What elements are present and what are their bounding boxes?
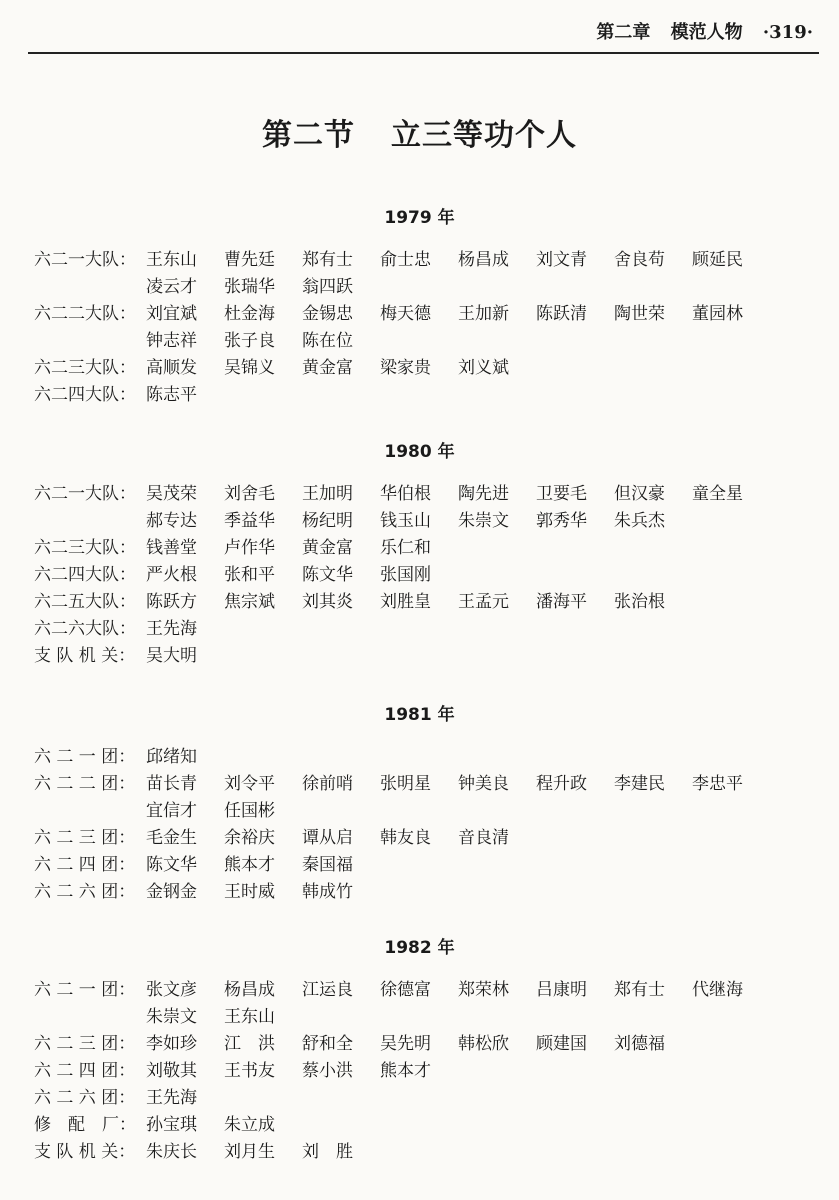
unit-label: 六二一大队： [34, 250, 136, 270]
awardee-name: 钱玉山 [380, 511, 431, 531]
awardee-name: 顾延民 [692, 250, 743, 270]
awardee-name: 吴先明 [380, 1034, 431, 1054]
name-list [146, 382, 786, 409]
awardee-name: 韩松欣 [458, 1034, 509, 1054]
name-list [146, 744, 786, 771]
awardee-name: 刘德福 [614, 1034, 665, 1054]
awardee-name: 江 洪 [224, 1034, 275, 1054]
awardee-name: 杨纪明 [302, 511, 353, 531]
unit-label: 六二二大队： [34, 304, 136, 324]
unit-row [0, 879, 839, 906]
name-list [146, 1085, 786, 1112]
award-list [0, 247, 839, 409]
awardee-name: 蔡小洪 [302, 1061, 353, 1081]
page-number: ·319· [762, 22, 813, 43]
year-block-1980 [0, 437, 839, 670]
unit-label: 六 二 四 团： [34, 1061, 136, 1081]
awardee-name: 华伯根 [380, 484, 431, 504]
unit-row [0, 247, 839, 301]
awardee-name: 朱庆长 [146, 1142, 197, 1162]
section-number: 第二节 [262, 118, 355, 153]
awardee-name: 焦宗斌 [224, 592, 275, 612]
year-heading: 1982 年 [384, 938, 455, 958]
unit-label: 六 二 一 团： [34, 747, 136, 767]
awardee-name: 熊本才 [224, 855, 275, 875]
awardee-name: 但汉豪 [614, 484, 665, 504]
awardee-name: 秦国福 [302, 855, 353, 875]
awardee-name: 谭从启 [302, 828, 353, 848]
unit-label: 六二四大队： [34, 385, 136, 405]
name-list [146, 535, 786, 562]
unit-label: 六 二 一 团： [34, 980, 136, 1000]
awardee-name: 乐仁和 [380, 538, 431, 558]
awardee-name: 王时威 [224, 882, 275, 902]
awardee-name: 王书友 [224, 1061, 275, 1081]
awardee-name: 郭秀华 [536, 511, 587, 531]
unit-row [0, 355, 839, 382]
awardee-name: 高顺发 [146, 358, 197, 378]
name-list [146, 852, 786, 879]
awardee-name: 韩友良 [380, 828, 431, 848]
awardee-name: 钟美良 [458, 774, 509, 794]
unit-row [0, 1031, 839, 1058]
name-list [146, 879, 786, 906]
unit-row [0, 771, 839, 825]
awardee-name: 董园林 [692, 304, 743, 324]
unit-row [0, 382, 839, 409]
awardee-name: 舍良苟 [614, 250, 665, 270]
awardee-name: 徐德富 [380, 980, 431, 1000]
awardee-name: 陶先进 [458, 484, 509, 504]
awardee-name: 陈文华 [146, 855, 197, 875]
awardee-name: 张和平 [224, 565, 275, 585]
awardee-name: 俞士忠 [380, 250, 431, 270]
awardee-name: 张子良 [224, 331, 275, 351]
unit-row [0, 977, 839, 1031]
year-heading: 1979 年 [384, 208, 455, 228]
award-list [0, 977, 839, 1166]
unit-label: 支 队 机 关： [34, 646, 136, 666]
awardee-name: 吴锦义 [224, 358, 275, 378]
awardee-name: 张治根 [614, 592, 665, 612]
awardee-name: 陈跃方 [146, 592, 197, 612]
running-head-text [582, 18, 813, 44]
awardee-name: 钱善堂 [146, 538, 197, 558]
awardee-name: 李如珍 [146, 1034, 197, 1054]
section-title [0, 110, 839, 154]
name-list [146, 301, 786, 355]
awardee-name: 陶世荣 [614, 304, 665, 324]
unit-label: 六二四大队： [34, 565, 136, 585]
awardee-name: 朱崇文 [146, 1007, 197, 1027]
awardee-name: 季益华 [224, 511, 275, 531]
awardee-name: 韩成竹 [302, 882, 353, 902]
awardee-name: 翁四跃 [302, 277, 353, 297]
name-list [146, 247, 786, 301]
unit-row [0, 301, 839, 355]
unit-row [0, 744, 839, 771]
awardee-name: 刘舍毛 [224, 484, 275, 504]
chapter-title: 模范人物 [670, 22, 743, 43]
awardee-name: 宜信才 [146, 801, 197, 821]
unit-label: 六二一大队： [34, 484, 136, 504]
awardee-name: 刘敬其 [146, 1061, 197, 1081]
awardee-name: 江运良 [302, 980, 353, 1000]
awardee-name: 陈在位 [302, 331, 353, 351]
unit-row [0, 825, 839, 852]
awardee-name: 陈文华 [302, 565, 353, 585]
awardee-name: 郑有士 [302, 250, 353, 270]
name-list [146, 643, 786, 670]
name-list [146, 616, 786, 643]
awardee-name: 任国彬 [224, 801, 275, 821]
unit-row [0, 1085, 839, 1112]
chapter-number: 第二章 [596, 22, 651, 43]
awardee-name: 王东山 [146, 250, 197, 270]
awardee-name: 金钢金 [146, 882, 197, 902]
awardee-name: 凌云才 [146, 277, 197, 297]
unit-label: 六 二 六 团： [34, 1088, 136, 1108]
awardee-name: 张瑞华 [224, 277, 275, 297]
section-heading: 立三等功个人 [391, 118, 577, 153]
name-list [146, 977, 786, 1031]
awardee-name: 刘宜斌 [146, 304, 197, 324]
awardee-name: 刘令平 [224, 774, 275, 794]
awardee-name: 梅天德 [380, 304, 431, 324]
unit-label: 六 二 六 团： [34, 882, 136, 902]
awardee-name: 梁家贵 [380, 358, 431, 378]
awardee-name: 郑荣林 [458, 980, 509, 1000]
unit-label: 六 二 四 团： [34, 855, 136, 875]
awardee-name: 卫要毛 [536, 484, 587, 504]
unit-label: 六 二 三 团： [34, 1034, 136, 1054]
awardee-name: 陈志平 [146, 385, 197, 405]
awardee-name: 吴茂荣 [146, 484, 197, 504]
award-list [0, 481, 839, 670]
name-list [146, 1031, 786, 1058]
awardee-name: 毛金生 [146, 828, 197, 848]
name-list [146, 589, 786, 616]
awardee-name: 刘义斌 [458, 358, 509, 378]
awardee-name: 王先海 [146, 619, 197, 639]
name-list [146, 1058, 786, 1085]
awardee-name: 顾建国 [536, 1034, 587, 1054]
unit-label: 六二三大队： [34, 358, 136, 378]
awardee-name: 刘胜皇 [380, 592, 431, 612]
awardee-name: 邱绪知 [146, 747, 197, 767]
unit-row [0, 589, 839, 616]
unit-label: 六二六大队： [34, 619, 136, 639]
awardee-name: 金锡忠 [302, 304, 353, 324]
awardee-name: 钟志祥 [146, 331, 197, 351]
header-rule [28, 52, 819, 54]
awardee-name: 杨昌成 [224, 980, 275, 1000]
awardee-name: 熊本才 [380, 1061, 431, 1081]
year-heading: 1980 年 [384, 442, 455, 462]
year-block-1981 [0, 700, 839, 906]
awardee-name: 张文彦 [146, 980, 197, 1000]
awardee-name: 李建民 [614, 774, 665, 794]
unit-label: 六二三大队： [34, 538, 136, 558]
name-list [146, 355, 786, 382]
awardee-name: 朱崇文 [458, 511, 509, 531]
awardee-name: 黄金富 [302, 538, 353, 558]
awardee-name: 孙宝琪 [146, 1115, 197, 1135]
awardee-name: 刘 胜 [302, 1142, 353, 1162]
name-list [146, 1112, 786, 1139]
awardee-name: 刘月生 [224, 1142, 275, 1162]
awardee-name: 王先海 [146, 1088, 197, 1108]
unit-row [0, 852, 839, 879]
awardee-name: 陈跃清 [536, 304, 587, 324]
unit-row [0, 1139, 839, 1166]
awardee-name: 郝专达 [146, 511, 197, 531]
unit-label: 六二五大队： [34, 592, 136, 612]
unit-row [0, 616, 839, 643]
unit-row [0, 643, 839, 670]
awardee-name: 王东山 [224, 1007, 275, 1027]
awardee-name: 杜金海 [224, 304, 275, 324]
unit-row [0, 535, 839, 562]
awardee-name: 黄金富 [302, 358, 353, 378]
unit-row [0, 562, 839, 589]
unit-label: 六 二 三 团： [34, 828, 136, 848]
awardee-name: 吕康明 [536, 980, 587, 1000]
awardee-name: 徐前哨 [302, 774, 353, 794]
awardee-name: 舒和全 [302, 1034, 353, 1054]
unit-row [0, 481, 839, 535]
awardee-name: 代继海 [692, 980, 743, 1000]
name-list [146, 481, 786, 535]
awardee-name: 音良清 [458, 828, 509, 848]
awardee-name: 曹先廷 [224, 250, 275, 270]
awardee-name: 朱兵杰 [614, 511, 665, 531]
name-list [146, 825, 786, 852]
year-block-1982 [0, 933, 839, 1166]
unit-row [0, 1058, 839, 1085]
awardee-name: 严火根 [146, 565, 197, 585]
year-block-1979 [0, 203, 839, 409]
awardee-name: 王加新 [458, 304, 509, 324]
awardee-name: 程升政 [536, 774, 587, 794]
award-list [0, 744, 839, 906]
awardee-name: 刘文青 [536, 250, 587, 270]
awardee-name: 郑有士 [614, 980, 665, 1000]
awardee-name: 张国刚 [380, 565, 431, 585]
awardee-name: 李忠平 [692, 774, 743, 794]
awardee-name: 余裕庆 [224, 828, 275, 848]
awardee-name: 潘海平 [536, 592, 587, 612]
awardee-name: 卢作华 [224, 538, 275, 558]
awardee-name: 朱立成 [224, 1115, 275, 1135]
name-list [146, 1139, 786, 1166]
unit-row [0, 1112, 839, 1139]
awardee-name: 童全星 [692, 484, 743, 504]
awardee-name: 王加明 [302, 484, 353, 504]
unit-label: 修 配 厂： [34, 1115, 136, 1135]
awardee-name: 张明星 [380, 774, 431, 794]
unit-label: 支 队 机 关： [34, 1142, 136, 1162]
name-list [146, 562, 786, 589]
running-head [0, 16, 839, 52]
name-list [146, 771, 786, 825]
unit-label: 六 二 二 团： [34, 774, 136, 794]
awardee-name: 杨昌成 [458, 250, 509, 270]
awardee-name: 吴大明 [146, 646, 197, 666]
awardee-name: 王孟元 [458, 592, 509, 612]
awardee-name: 刘其炎 [302, 592, 353, 612]
awardee-name: 苗长青 [146, 774, 197, 794]
year-heading: 1981 年 [384, 705, 455, 725]
